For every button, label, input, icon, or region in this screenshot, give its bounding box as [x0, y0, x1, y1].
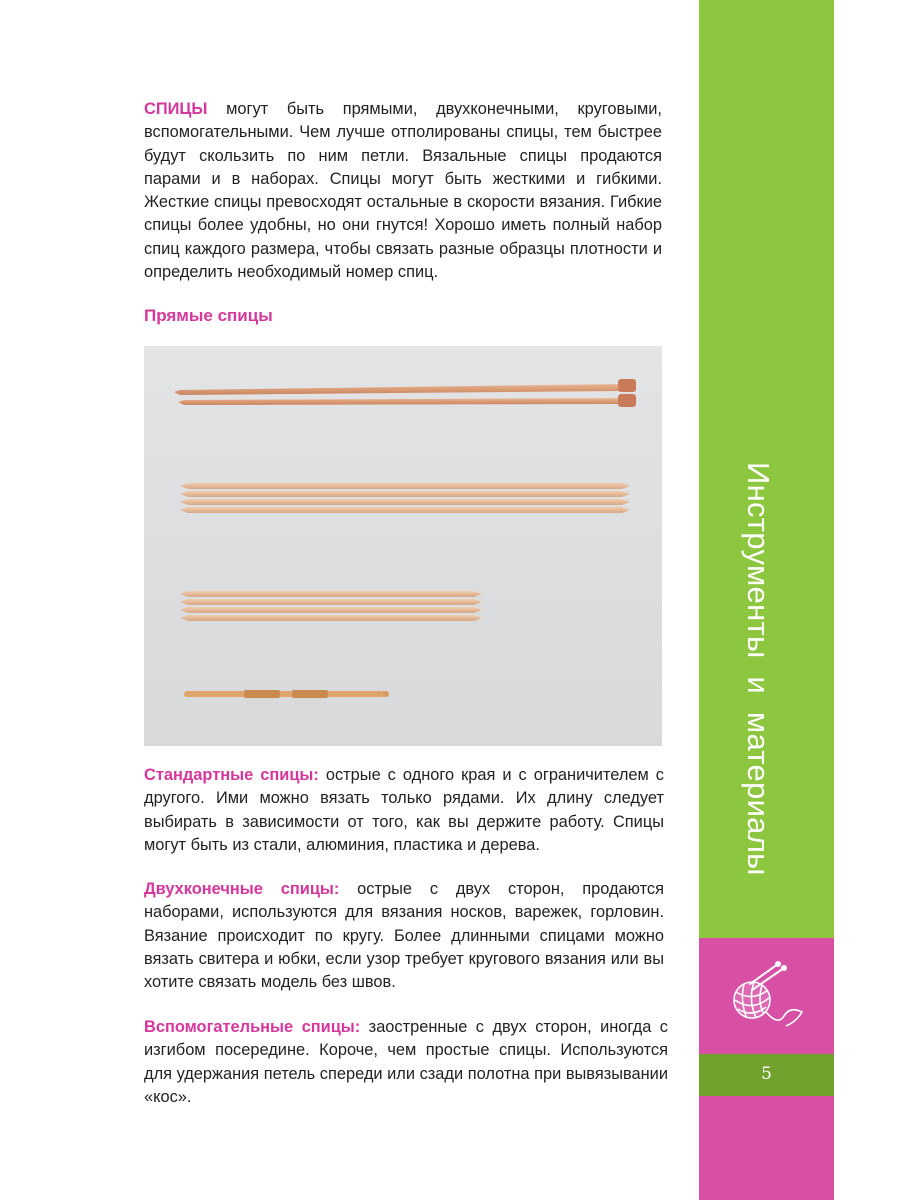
page-number-strip [699, 1054, 834, 1096]
double-pointed-paragraph [144, 878, 664, 994]
double-pointed-short-set [180, 591, 482, 621]
standard-needles-paragraph [144, 764, 664, 857]
subheading: Прямые спицы [144, 306, 273, 325]
double-pointed-text: острые с двух сторон, продаются наборами, используются для вязания носков, варежек, горловин. Вязание происходит по кругу. Более длинными спицами можно вязать свитера и юбки, если узор требует кругового вязания или вы хотите связать модель без швов. [144, 880, 664, 992]
knitting-needles-photo [144, 346, 662, 746]
chapter-title: Инструменты и материалы [741, 462, 776, 876]
intro-text: могут быть прямыми, двухконечными, круговыми, вспомогательными. Чем лучше отполированы спицы, тем быстрее будут скользить по ним петли. Вязальные спицы продаются парами и в наборах. Спицы могут быть жесткими и гибкими. Жесткие спицы превосходят остальные в скорости вязания. Гибкие спицы более удобны, но они гнутся! Хорошо иметь полный набор спиц каждого размера, чтобы связать разные образцы плотности и определить необходимый номер спиц. [144, 100, 662, 282]
cable-needles-paragraph [144, 1016, 668, 1109]
double-pointed-long-set [180, 483, 630, 513]
straight-needle-pair [174, 379, 636, 407]
standard-needles-term: Стандартные спицы: [144, 766, 319, 784]
crochet-hook [184, 690, 389, 698]
standard-needles-text: острые с одного края и с ограничителем с другого. Ими можно вязать только рядами. Их длину следует выбирать в зависимости от того, как вы держите работу. Спицы могут быть из стали, алюминия, пластика и дерева. [144, 766, 664, 854]
cable-needles-term: Вспомогательные спицы: [144, 1018, 361, 1036]
intro-term: СПИЦЫ [144, 100, 208, 118]
page-number: 5 [761, 1064, 772, 1084]
yarn-ball-icon [722, 960, 808, 1036]
intro-paragraph [144, 98, 662, 284]
double-pointed-term: Двухконечные спицы: [144, 880, 340, 898]
cable-needles-text: заостренные с двух сторон, иногда с изгибом посередине. Короче, чем простые спицы. Используются для удержания петель спереди или сзади полотна при вывязывании «кос». [144, 1018, 668, 1106]
